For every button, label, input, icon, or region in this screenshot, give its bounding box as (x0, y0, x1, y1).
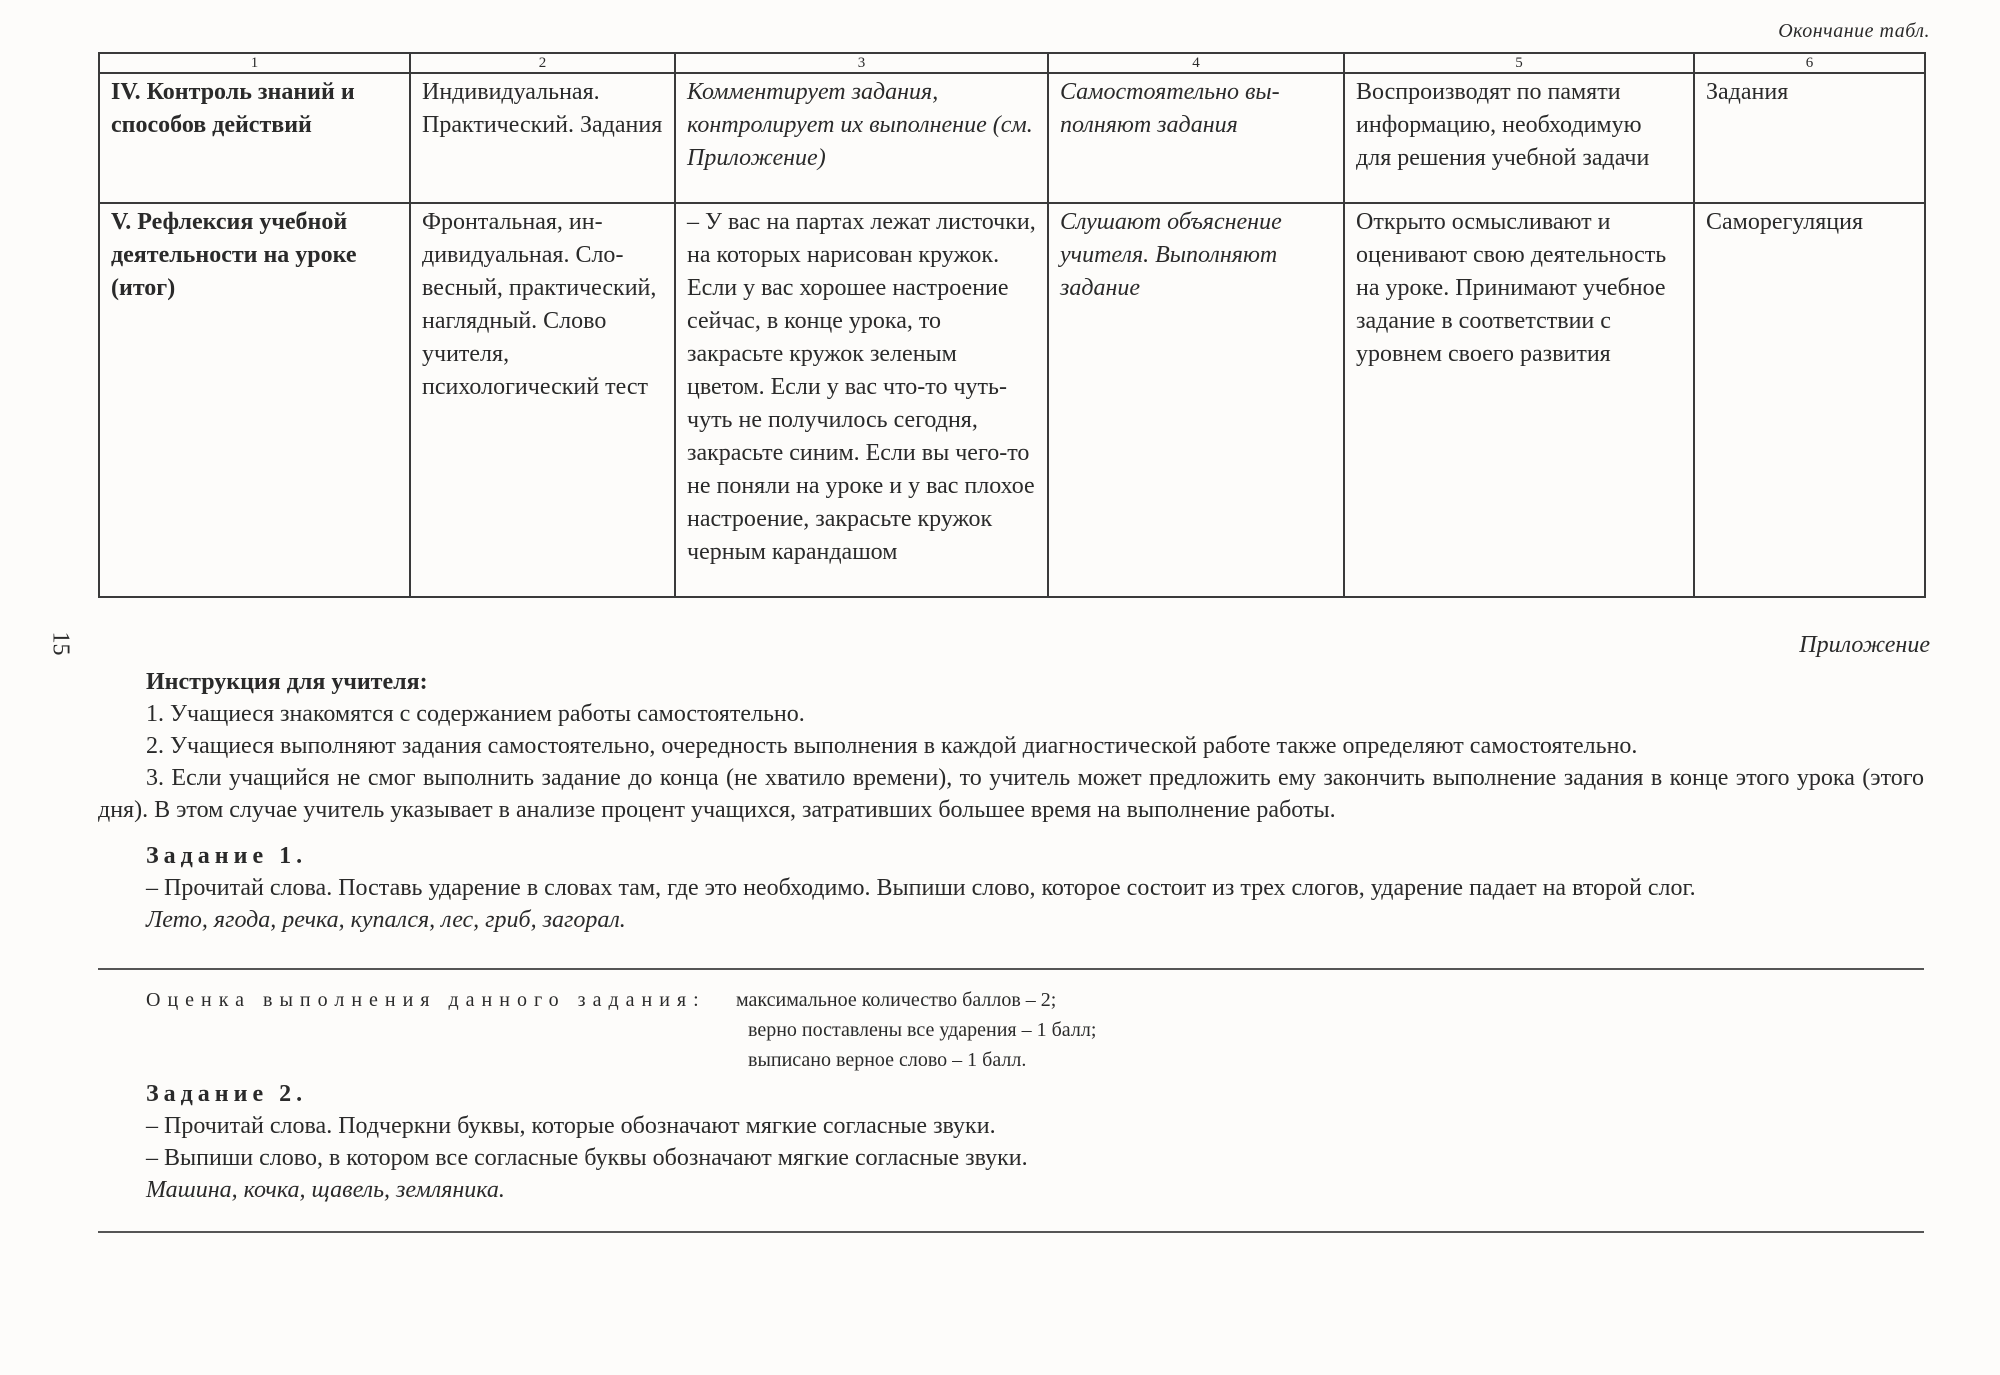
instruction-item: 2. Учащиеся выполняют задания самостоятельно, очередность выполнения в каждой диагностической работе также определяют самостоятельно. (146, 733, 1638, 759)
student-activity-cell: Слушают объяснение учителя. Выполняют задание (1048, 203, 1344, 597)
lesson-plan-table (98, 52, 1926, 598)
table-row (99, 203, 1925, 597)
teacher-instructions (98, 666, 1924, 826)
column-number: 4 (1048, 53, 1344, 73)
column-number: 1 (99, 53, 410, 73)
instruction-item: 1. Учащиеся знакомятся с содержанием работы самостоятельно. (146, 701, 805, 727)
column-number: 5 (1344, 53, 1694, 73)
teacher-activity-cell: – У вас на партах лежат листочки, на которых нарисован кружок. Если у вас хорошее настроение сейчас, в конце урока, то закрасьте кружок зеленым цветом. Если у вас что-то чуть-чуть не получилось сегодня, закрасьте синим. Если вы чего-то не поняли на уроке и у вас плохое настроение, закрасьте кружок черным карандашом (675, 203, 1048, 597)
instructions-heading: Инструкция для учителя: (146, 669, 428, 695)
student-activity-cell: Самостоятельно выполняют задания (1048, 73, 1344, 203)
appendix-label: Приложение (1799, 632, 1930, 658)
task-1 (98, 840, 1924, 936)
task-1-heading: Задание 1. (146, 843, 308, 869)
column-number-row (99, 53, 1925, 73)
teacher-activity-cell: Комментирует задания, контролирует их выполнение (см. Приложение) (675, 73, 1048, 203)
instruction-item: 3. Если учащийся не смог выполнить задание до конца (не хватило времени), то учитель может предложить ему закончить выполнение задания в конце этого урока (этого дня). В этом случае учитель указывает в анализе процент учащихся, затративших большее время на выполнение работы. (98, 765, 1924, 823)
forms-cell: Фронтальная, индивидуальная. Словесный, практический, наглядный. Слово учителя, психологический тест (410, 203, 675, 597)
grading-line: верно поставлены все ударения – 1 балл; (748, 1019, 1097, 1041)
column-number: 3 (675, 53, 1048, 73)
forms-cell: Индивидуальная. Практический. Задания (410, 73, 675, 203)
stage-cell: V. Рефлексия учебной деятельности на уроке (итог) (99, 203, 410, 597)
grading-line: выписано верное слово – 1 балл. (748, 1049, 1027, 1071)
uud-cell: Задания (1694, 73, 1925, 203)
grading-label: Оценка выполнения данного задания: (146, 989, 706, 1011)
table-row (99, 73, 1925, 203)
column-number: 2 (410, 53, 675, 73)
task-1-words: Лето, ягода, речка, купался, лес, гриб, загорал. (146, 907, 626, 933)
page-number: 15 (47, 631, 74, 656)
task-2-instruction: – Выпиши слово, в котором все согласные буквы обозначают мягкие согласные звуки. (146, 1145, 1028, 1171)
table-continuation-note: Окончание табл. (1778, 20, 1930, 42)
grading-line: максимальное количество баллов – 2; (736, 989, 1057, 1011)
divider (98, 968, 1924, 970)
task-2 (98, 1078, 1924, 1206)
results-cell: Открыто осмысливают и оценивают свою деятельность на уроке. Принимают учебное задание в соответствии с уровнем своего развития (1344, 203, 1694, 597)
task-2-heading: Задание 2. (146, 1081, 308, 1107)
task-2-words: Машина, кочка, щавель, земляника. (146, 1177, 505, 1203)
grading-block (146, 985, 1097, 1071)
divider (98, 1231, 1924, 1233)
task-2-instruction: – Прочитай слова. Подчеркни буквы, которые обозначают мягкие согласные звуки. (146, 1113, 996, 1139)
column-number: 6 (1694, 53, 1925, 73)
uud-cell: Саморегуляция (1694, 203, 1925, 597)
results-cell: Воспроизводят по памяти информацию, необходимую для решения учебной задачи (1344, 73, 1694, 203)
stage-cell: IV. Контроль знаний и способов действий (99, 73, 410, 203)
task-1-instruction: – Прочитай слова. Поставь ударение в словах там, где это необходимо. Выпиши слово, которое состоит из трех слогов, ударение падает на второй слог. (146, 875, 1696, 901)
